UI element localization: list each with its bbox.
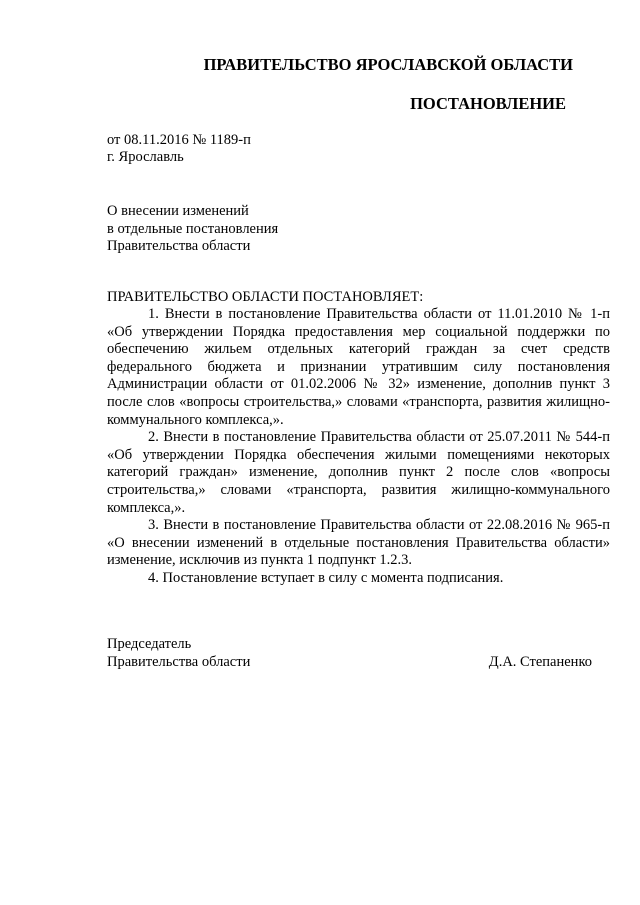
body-paragraph-2: 2. Внести в постановление Правительства области от 25.07.2011 № 544-п «Об утверждении Порядка обеспечения жилыми помещениями некоторых категорий граждан» изменение, дополнив пункт 2 после слов «вопросы строительства,» словами «транспорта, развития жилищно-коммунального комплекса,». xyxy=(107,429,610,516)
document-city: г. Ярославль xyxy=(107,149,184,165)
document-subject xyxy=(107,203,278,256)
body-paragraph-1: 1. Внести в постановление Правительства области от 11.01.2010 № 1-п «Об утверждении Порядка предоставления мер социальной поддержки по обеспечению жильем отдельных категорий граждан за счет средств федерального бюджета и признании утратившим силу постановления Администрации области от 01.02.2006 № 32» изменение, дополнив пункт 3 после слов «вопросы строительства,» словами «транспорта, развития жилищно-коммунального комплекса,». xyxy=(107,306,610,428)
government-title: ПРАВИТЕЛЬСТВО ЯРОСЛАВСКОЙ ОБЛАСТИ xyxy=(203,55,573,74)
signatory-position-line2: Правительства области xyxy=(107,653,251,670)
decree-heading: ПРАВИТЕЛЬСТВО ОБЛАСТИ ПОСТАНОВЛЯЕТ: xyxy=(107,289,424,305)
document-date-number: от 08.11.2016 № 1189-п xyxy=(107,132,251,148)
signature-block xyxy=(107,636,592,671)
signatory-name: Д.А. Степаненко xyxy=(488,653,592,670)
signature-row xyxy=(107,654,592,672)
subject-line: в отдельные постановления xyxy=(107,220,279,237)
subject-line: Правительства области xyxy=(107,238,251,254)
subject-line: О внесении изменений xyxy=(107,203,249,219)
document-body xyxy=(107,306,610,588)
body-paragraph-3: 3. Внести в постановление Правительства области от 22.08.2016 № 965-п «О внесении изменений в отдельные постановления Правительства области» изменение, исключив из пункта 1 подпункт 1.2.3. xyxy=(107,517,610,569)
document-type-title: ПОСТАНОВЛЕНИЕ xyxy=(410,94,566,113)
signatory-position-line1: Председатель xyxy=(107,636,192,652)
body-paragraph-4: 4. Постановление вступает в силу с момента подписания. xyxy=(148,569,504,586)
